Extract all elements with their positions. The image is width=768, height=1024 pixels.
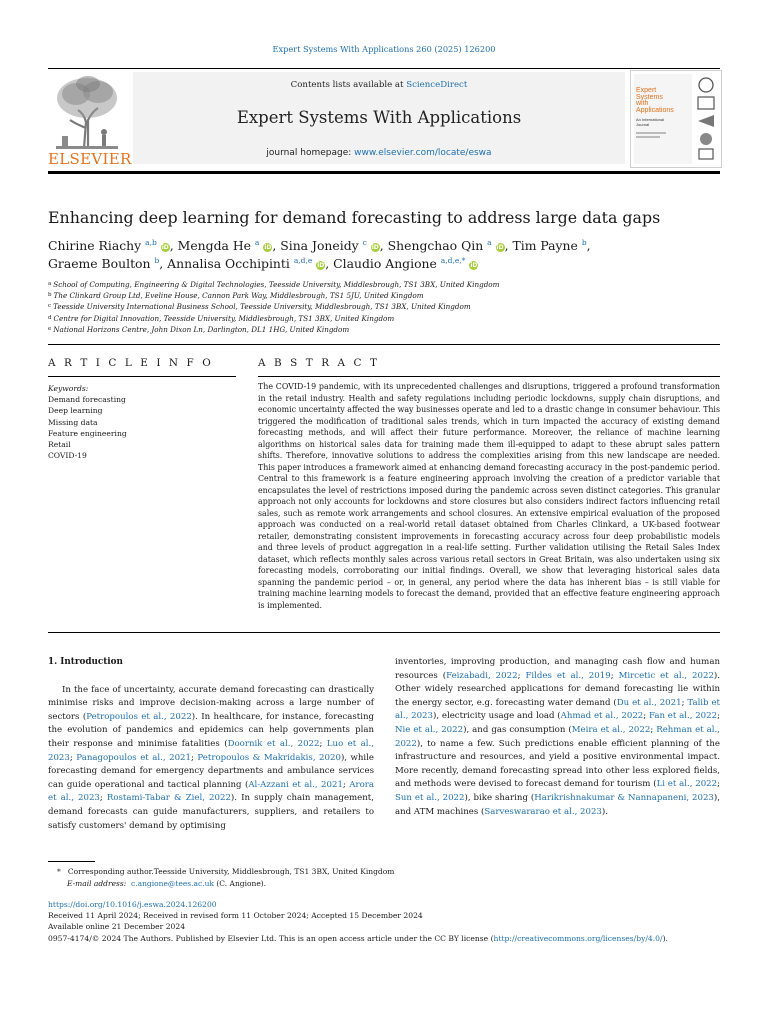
orcid-icon[interactable]: iD <box>470 262 478 269</box>
citation-link[interactable]: Al-Azzani et al., 2021 <box>248 779 343 790</box>
abstract-text: The COVID-19 pandemic, with its unprecedented challenges and disruptions, triggered a profound transformation in the retail industry. Health and safety regulations including periodic lockdowns, supply chain disruptions, and economic uncertainty affected the way businesses operate and led to a drastic change in consumer behaviour. This triggered the modification of traditional sales trends, which in turn impacted the accuracy of existing demand forecasting methods, and will affect their future performance. Moreover, the reliance of machine learning algorithms on historical sales data for training made them ill-equipped to adapt to these abrupt sales pattern shifts. Therefore, innovative solutions to address the complexities arising from this new landscape are needed. This paper introduces a framework aimed at enhancing demand forecasting accuracy in the post-pandemic period. Central to this framework is a feature engineering approach involving the creation of a predictor variable that encapsulates the level of restrictions imposed during the pandemic across seven distinct categories. This granular approach not only accounts for lockdowns and store closures but also considers indirect factors influencing retail sales, such as remote work arrangements and school closures. An extensive empirical evaluation of the proposed approach was conducted on a real-world retail dataset obtained from Charles Clinkard, a UK-based footwear retailer, demonstrating consistent improvements in forecasting accuracy across four deep probabilistic models and three levels of product aggregation in a real-life setting. Further validation utilising the Retail Sales Index dataset, which reflects monthly sales across various retail sectors in Great Britain, was also undertaken using six forecasting models, corroborating our initial findings. Overall, we show that leveraging historical sales data spanning the pandemic period – or, in general, any period where the data has inherent bias – is still viable for training machine learning models to forecast the demand, provided that an effective feature engineering approach is implemented. <box>258 382 720 610</box>
homepage-link[interactable]: www.elsevier.com/locate/eswa <box>354 148 492 158</box>
affiliation-label: d <box>48 314 52 321</box>
abstract-heading: A B S T R A C T <box>258 357 380 369</box>
citation-link[interactable]: Ahmad et al., 2022 <box>560 711 644 722</box>
citation-link[interactable]: Petropoulos & Makridakis, 2020 <box>197 752 341 763</box>
citation-link[interactable]: Arora et al., 2023 <box>48 779 374 804</box>
keywords-block <box>48 383 236 461</box>
citation-link[interactable]: Du et al., 2021 <box>616 697 682 708</box>
citation-link[interactable]: Sun et al., 2022 <box>395 792 465 803</box>
keywords-label: Keywords: <box>48 384 89 393</box>
license-prefix: 0957-4174/© 2024 The Authors. Published by Elsevier Ltd. This is an open access article under the CC BY license ( <box>48 933 494 943</box>
author-list: Graeme Boulton $^b$, Annalisa Occhipinti $^{a,d,e}$ iD, Claudio Angione $^{a,d,e,*}$ iD <box>48 256 478 271</box>
citation-link[interactable]: Sarveswararao et al., 2023 <box>484 806 602 817</box>
affiliation-label: b <box>48 292 52 299</box>
cover-subtitle-line: An International <box>636 117 665 122</box>
cover-title-line: Applications <box>636 106 674 114</box>
running-head[interactable]: Expert Systems With Applications 260 (2025) 126200 <box>272 44 496 54</box>
body-text: ). Other widely researched applications for demand forecasting lie within the energy sector, e.g. forecasting water demand ( <box>395 670 721 708</box>
author-affiliation-sup[interactable]: c <box>362 238 367 247</box>
body-text: ; <box>190 752 198 763</box>
keyword: Deep learning <box>48 406 103 416</box>
header-rule-bottom <box>48 171 720 174</box>
citation-link[interactable]: Nie et al., 2022 <box>395 724 464 735</box>
author-affiliation-sup[interactable]: a,b <box>145 238 157 247</box>
affiliation-text: The Clinkard Group Ltd, Eveline House, Cannon Park Way, Middlesbrough, TS1 5JU, United Kingdom <box>53 291 424 301</box>
author-affiliation-sup[interactable]: b <box>154 256 160 265</box>
body-text: ; <box>650 724 657 735</box>
citation-link[interactable]: Panagopoulos et al., 2021 <box>76 752 191 763</box>
citation-link[interactable]: Petropoulos et al., 2022 <box>86 711 192 722</box>
available-online: Available online 21 December 2024 <box>48 922 186 932</box>
doi-link[interactable]: https://doi.org/10.1016/j.eswa.2024.126200 <box>48 900 217 909</box>
publication-info <box>48 899 728 944</box>
section-heading-introduction: 1. Introduction <box>48 657 123 667</box>
divider <box>48 376 236 377</box>
affiliations <box>48 279 720 335</box>
orcid-icon[interactable]: iD <box>264 244 272 251</box>
citation-link[interactable]: Rehman et al., 2022 <box>395 724 720 749</box>
citation-link[interactable]: Harikrishnakumar & Nannapaneni, 2023 <box>534 792 714 803</box>
masthead <box>48 70 720 168</box>
affiliation-text: Teesside University International Business School, Teesside University, Middlesbrough, TS1 3BX, United Kingdom <box>53 302 471 312</box>
body-text: ; <box>99 793 107 804</box>
body-text: ; <box>69 752 77 763</box>
body-text: ). In healthcare, for instance, forecasting the evolution of pandemics and epidemics can help governments plan their response and minimise fatalities ( <box>48 711 375 749</box>
intro-paragraph-right <box>395 656 720 819</box>
affiliation <box>48 324 720 335</box>
email-label: E-mail address: <box>67 879 127 888</box>
citation-link[interactable]: Rostami-Tabar & Ziel, 2022 <box>106 793 231 804</box>
author-name[interactable]: Annalisa Occhipinti <box>167 256 290 271</box>
body-text: ), to name a few. Such predictions enable efficient planning of the infrastructure and resources, and yield a positive environmental impact. More recently, demand forecasting spread into other less explored fields, and methods were devised to forecast demand for tourism ( <box>395 738 720 790</box>
contents-prefix: Contents lists available at <box>290 80 407 90</box>
author-affiliation-sup[interactable]: b <box>581 238 587 247</box>
cover-text-bar <box>636 136 660 138</box>
orcid-icon[interactable]: iD <box>496 244 504 251</box>
orcid-icon[interactable]: iD <box>161 244 169 251</box>
cover-text-bar <box>636 132 666 134</box>
footnote-corresponding <box>57 866 717 878</box>
body-text: ; <box>517 670 526 681</box>
divider <box>258 376 720 377</box>
author-name[interactable]: Graeme Boulton <box>48 256 151 271</box>
sciencedirect-link[interactable]: ScienceDirect <box>406 80 468 90</box>
affiliation <box>48 279 720 290</box>
body-text: ). In supply chain management, demand forecasts can guide manufacturers, suppliers, and retailers to satisfy customers' demand by optimising <box>48 793 374 831</box>
email-link[interactable]: c.angione@tees.ac.uk <box>131 879 214 888</box>
keyword: Demand forecasting <box>48 395 126 405</box>
author-affiliation-sup[interactable]: a <box>254 238 260 247</box>
orcid-icon[interactable]: iD <box>371 244 379 251</box>
citation-link[interactable]: Meira et al., 2022 <box>571 724 651 735</box>
body-column-left <box>48 656 374 833</box>
body-text: ), bike sharing ( <box>464 792 535 803</box>
citation-link[interactable]: Fildes et al., 2019 <box>525 670 611 681</box>
body-text: ). <box>601 806 608 817</box>
author-affiliation-sup[interactable]: a,d,e <box>293 256 313 265</box>
keyword: Retail <box>48 440 71 450</box>
license-line <box>48 933 728 944</box>
cover-icons <box>694 75 718 163</box>
citation-link[interactable]: Li et al., 2022 <box>656 779 718 790</box>
journal-name: Expert Systems With Applications <box>236 108 522 127</box>
cover-title-line: with <box>636 100 649 108</box>
cover-subtitle-line: Journal <box>636 121 650 127</box>
body-column-right <box>395 656 720 819</box>
journal-header <box>133 72 625 164</box>
footnote-rule <box>48 861 95 862</box>
body-text: ), and gas consumption ( <box>463 724 572 735</box>
homepage-prefix: journal homepage: <box>266 148 355 158</box>
cover-title-line: Expert <box>636 87 657 94</box>
paper-title: Enhancing deep learning for demand forecasting to address large data gaps <box>48 208 661 227</box>
author-name[interactable]: Tim Payne <box>512 238 578 253</box>
affiliation <box>48 290 720 301</box>
elsevier-logo[interactable] <box>48 70 132 168</box>
journal-cover[interactable] <box>630 70 722 168</box>
license-suffix: ). <box>662 933 668 943</box>
affiliation <box>48 301 720 312</box>
citation-link[interactable]: Mircetic et al., 2022 <box>618 670 714 681</box>
body-text: ; <box>681 697 688 708</box>
received-dates: Received 11 April 2024; Received in revised form 11 October 2024; Accepted 15 December 2024 <box>48 911 423 921</box>
affiliation <box>48 313 720 324</box>
affiliation-text: National Horizons Centre, John Dixon Ln, Darlington, DL1 1HG, United Kingdom <box>53 324 350 334</box>
body-text: ), while forecasting demand for emergency departments and ambulance services can guide operational and tactical planning ( <box>48 752 375 790</box>
article-info-heading: A R T I C L E I N F O <box>48 357 214 369</box>
contents-line <box>133 80 625 90</box>
body-text: ), and ATM machines ( <box>395 792 720 817</box>
affiliation-text: School of Computing, Engineering & Digital Technologies, Teesside University, Middlesbrough, TS1 3BX, United Kingdom <box>53 280 500 289</box>
citation-link[interactable]: Fan et al., 2022 <box>648 711 718 722</box>
email-suffix: (C. Angione). <box>216 879 267 888</box>
author-name[interactable]: Claudio Angione <box>333 256 437 271</box>
divider <box>48 632 720 633</box>
body-text: ), electricity usage and load ( <box>433 711 561 722</box>
author-list: Chirine Riachy $^{a,b}$ iD, Mengda He $^a$ iD, Sina Joneidy $^c$ iD, Shengchao Qin $^a$ iD, Tim Payne $^b$, <box>48 238 591 253</box>
author-affiliation-sup[interactable]: a <box>487 238 492 247</box>
footnote <box>57 866 717 890</box>
footnote-email <box>57 878 717 890</box>
cover-panel <box>634 74 692 164</box>
affiliation-label: e <box>48 325 52 332</box>
body-text: ; <box>319 738 327 749</box>
orcid-icon[interactable]: iD <box>317 262 325 269</box>
body-text: ; <box>610 670 619 681</box>
affiliation-label: c <box>48 303 52 310</box>
author-name[interactable]: Chirine Riachy <box>48 238 142 253</box>
body-text: In the face of uncertainty, accurate demand forecasting can drastically minimise risks and improve decision-making across a large number of sectors ( <box>48 684 374 722</box>
footnote-text: Corresponding author.Teesside University, Middlesbrough, TS1 3BX, United Kingdom <box>67 867 395 876</box>
header-rule-top <box>48 68 720 69</box>
cover-title-line: Systems <box>636 93 663 101</box>
keyword: COVID-19 <box>48 451 87 461</box>
affiliation-label: a <box>48 281 52 287</box>
body-text: ; <box>643 711 649 722</box>
citation-link[interactable]: Doornik et al., 2022 <box>227 738 320 749</box>
citation-link[interactable]: Luo et al., 2023 <box>48 738 374 763</box>
citation-link[interactable]: Feizabadi, 2022 <box>446 670 518 681</box>
intro-paragraph-left <box>48 684 374 834</box>
keyword: Missing data <box>48 417 98 427</box>
affiliation-text: Centre for Digital Innovation, Teesside University, Middlesbrough, TS1 3BX, United Kingdom <box>53 313 395 323</box>
homepage-line <box>133 148 625 158</box>
license-link[interactable]: http://creativecommons.org/licenses/by/4.0/ <box>493 933 663 943</box>
footnote-marker: * <box>57 867 61 876</box>
body-text: ; <box>342 779 350 790</box>
citation-link[interactable]: Talib et al., 2023 <box>395 697 720 722</box>
divider <box>48 344 720 345</box>
publisher-logo-text: ELSEVIER <box>48 150 132 168</box>
body-text: ; <box>717 779 721 790</box>
author-name[interactable]: Shengchao Qin <box>387 238 484 253</box>
keyword: Feature engineering <box>48 428 127 438</box>
cover-graphics-icon <box>694 75 718 163</box>
author-name[interactable]: Sina Joneidy <box>280 238 359 253</box>
author-name[interactable]: Mengda He <box>177 238 251 253</box>
body-text: ; <box>717 711 720 722</box>
author-affiliation-sup[interactable]: a,d,e,* <box>440 256 466 265</box>
body-text: inventories, improving production, and managing cash flow and human resources ( <box>395 657 720 681</box>
